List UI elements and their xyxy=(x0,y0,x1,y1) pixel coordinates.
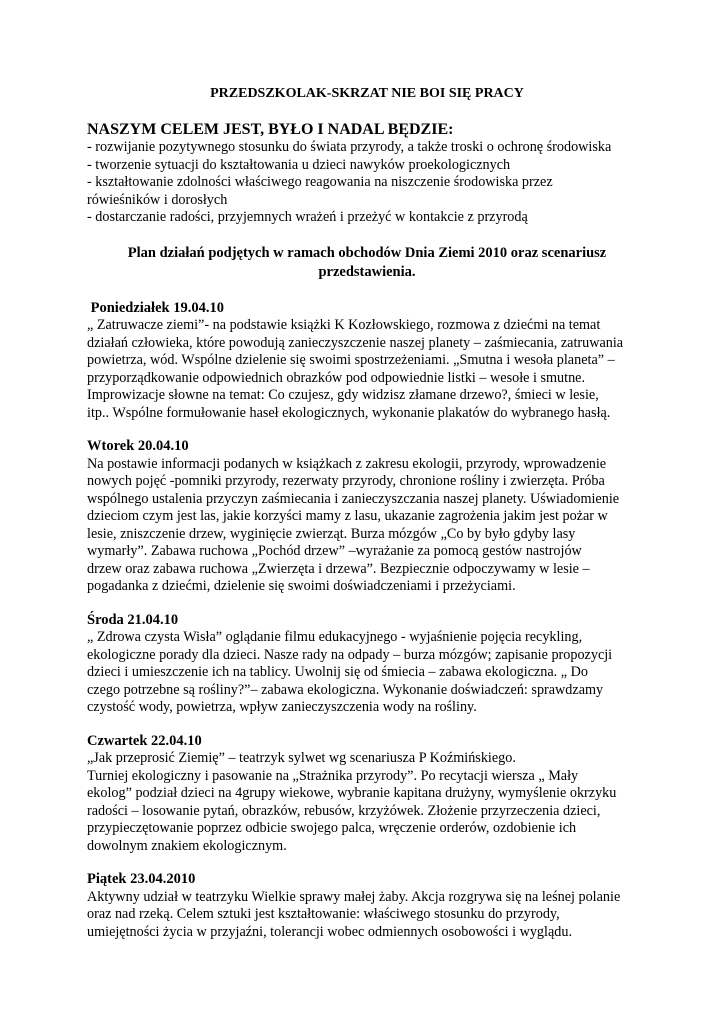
day-line: wspólnego ustalenia przyczyn zaśmiecania i zanieczyszczania naszej planety. Uświadomienie xyxy=(87,490,620,507)
day-line: wymarły”. Zabawa ruchowa „Pochód drzew” –wyrażanie za pomocą gestów nastrojów xyxy=(87,543,582,559)
day-line: „ Zatruwacze ziemi”- na podstawie książki K Kozłowskiego, rozmowa z dziećmi na temat xyxy=(87,317,601,333)
day-heading: Środa 21.04.10 xyxy=(87,611,179,628)
goals-line: - rozwijanie pozytywnego stosunku do świata przyrody, a także troski o ochronę środowiska xyxy=(87,139,612,155)
goals-heading: NASZYM CELEM JEST, BYŁO I NADAL BĘDZIE: xyxy=(87,121,454,138)
plan-title-line: Plan działań podjętych w ramach obchodów Dnia Ziemi 2010 oraz scenariusz xyxy=(127,244,607,261)
day-line: ekologiczne porady dla dzieci. Nasze rady na odpady – burza mózgów; zapisanie propozycji xyxy=(87,646,613,663)
day-line: przypieczętowanie poprzez odbicie swojego palca, wręczenie orderów, ozdobienie ich xyxy=(87,820,577,836)
day-line: Improwizacje słowne na temat: Co czujesz, gdy widzisz złamane drzewo?, śmieci w lesie, xyxy=(87,387,599,403)
day-line: czego potrzebne są rośliny?”– zabawa ekologiczna. Wykonanie doświadczeń: sprawdzamy xyxy=(87,681,604,698)
day-line: itp.. Wspólne formułowanie haseł ekologicznych, wykonanie plakatów do wybranego hasłą. xyxy=(87,404,611,421)
day-line: Na postawie informacji podanych w książkach z zakresu ekologii, przyrody, wprowadzenie xyxy=(87,455,607,472)
day-line: dzieci i umieszczenie ich na tablicy. Uwolnij się od śmiecia – zabawa ekologiczna. „ Do xyxy=(87,664,588,680)
day-line: nowych pojęć -pomniki przyrody, rezerwaty przyrody, chronione rośliny i zwierzęta. Próba xyxy=(87,473,605,489)
document-page xyxy=(87,85,647,941)
day-heading: Czwartek 22.04.10 xyxy=(87,732,202,749)
goals-line: - kształtowanie zdolności właściwego reagowania na niszczenie środowiska przez xyxy=(87,174,553,190)
day-line: pogadanka z dziećmi, dzielenie się swoimi doświadczeniami i przeżyciami. xyxy=(87,578,516,594)
goals-line: rówieśników i dorosłych xyxy=(87,191,228,208)
day-line: umiejętności życia w przyjaźni, tolerancji wobec odmiennych osobowości i wyglądu. xyxy=(87,923,572,940)
day-section-thursday xyxy=(87,733,647,856)
day-heading: Wtorek 20.04.10 xyxy=(87,438,189,454)
day-section-wednesday xyxy=(87,612,647,717)
day-line: Turniej ekologiczny i pasowanie na „Strażnika przyrody”. Po recytacji wiersza „ Mały xyxy=(87,767,579,784)
day-line: „Jak przeprosić Ziemię” – teatrzyk sylwet wg scenariusza P Koźmińskiego. xyxy=(87,750,516,766)
day-line: drzew oraz zabawa ruchowa „Zwierzęta i drzewa”. Bezpiecznie odpoczywamy w lesie – xyxy=(87,560,590,577)
day-line: powietrza, wód. Wspólne dzielenie się swoimi spostrzeżeniami. „Smutna i wesoła planeta” – xyxy=(87,352,615,368)
document-title: PRZEDSZKOLAK-SKRZAT NIE BOI SIĘ PRACY xyxy=(210,86,524,101)
day-line: czystość wody, powietrza, wpływ zanieczyszczenia wody na rośliny. xyxy=(87,699,477,715)
plan-title-line: przedstawienia. xyxy=(318,263,416,280)
plan-title xyxy=(87,244,647,282)
day-line: ekolog” podział dzieci na 4grupy wiekowe, wybranie kapitana drużyny, wymyślenie okrzyku xyxy=(87,785,617,801)
goals-line: - dostarczanie radości, przyjemnych wrażeń i przeżyć w kontakcie z przyrodą xyxy=(87,209,528,225)
day-line: oraz nad rzeką. Celem sztuki jest kształtowanie: właściwego stosunku do przyrody, xyxy=(87,906,560,922)
day-section-tuesday xyxy=(87,438,647,596)
day-line: lesie, zniszczenie drzew, wyginięcie zwierząt. Burza mózgów „Co by było gdyby lasy xyxy=(87,525,576,542)
day-line: dzieciom czym jest las, jakie korzyści mamy z lasu, ukazanie zagrożenia jakim jest pożar w xyxy=(87,508,608,524)
day-heading: Piątek 23.04.2010 xyxy=(87,871,196,887)
day-line: radości – losowanie pytań, obrazków, rebusów, krzyżówek. Złożenie przyrzeczenia dzieci, xyxy=(87,802,601,819)
goals-list xyxy=(87,139,647,227)
day-line: działań człowieka, które powodują zanieczyszczenie naszej planety – zaśmiecania, zatruwania xyxy=(87,334,624,351)
day-section-friday xyxy=(87,871,647,941)
day-section-monday xyxy=(87,300,647,423)
goals-line: - tworzenie sytuacji do kształtowania u dzieci nawyków proekologicznych xyxy=(87,156,511,173)
day-heading: Poniedziałek 19.04.10 xyxy=(87,299,224,316)
day-line: „ Zdrowa czysta Wisła” oglądanie filmu edukacyjnego - wyjaśnienie pojęcia recykling, xyxy=(87,629,583,645)
day-line: przyporządkowanie odpowiednich obrazków pod odpowiednie listki – wesołe i smutne. xyxy=(87,369,586,386)
day-line: Aktywny udział w teatrzyku Wielkie sprawy małej żaby. Akcja rozgrywa się na leśnej polanie xyxy=(87,888,621,905)
day-line: dowolnym znakiem ekologicznym. xyxy=(87,837,287,854)
